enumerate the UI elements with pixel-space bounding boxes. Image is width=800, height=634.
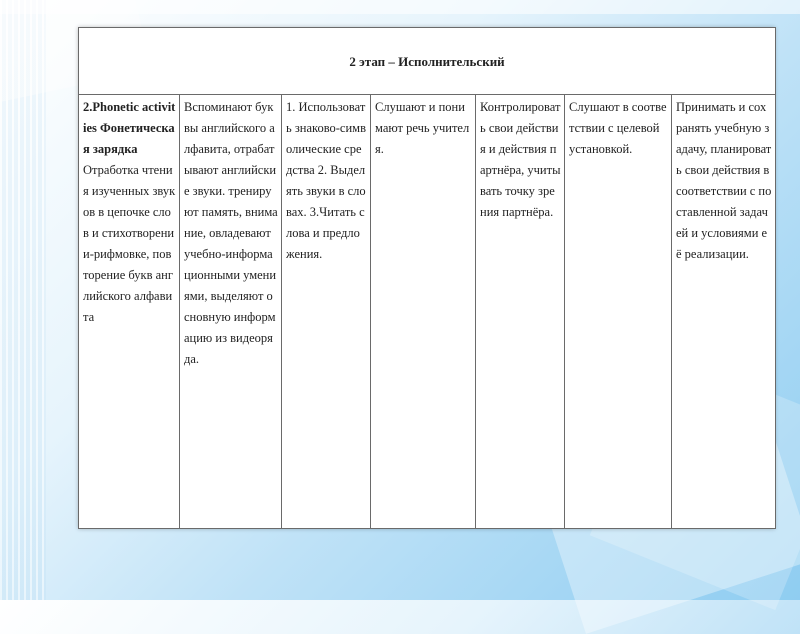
student-activity-cell: Вспоминают буквы английского алфавита, отрабатывают английские звуки. тренируют память, внимание, овладевают учебно-информационными умениями, выделяют основную информацию из видеоряда. (180, 95, 282, 529)
listening-cell: Слушают в соответствии с целевой установкой. (565, 95, 672, 529)
communicative-cell: Слушают и понимают речь учителя. (371, 95, 476, 529)
stage-title: 2 этап – Исполнительский (79, 28, 776, 95)
activity-title: 2.Phonetic activities Фонетическая зарядка (83, 100, 176, 156)
activity-description: Отработка чтения изученных звуков в цепочке слов и стихотворении-рифмовке, повторение букв английского алфавита (83, 163, 176, 324)
table-header-row (79, 28, 776, 95)
activity-cell (79, 95, 180, 529)
table-row (79, 95, 776, 529)
regulatory-cell: Принимать и сохранять учебную задачу, планировать свои действия в соответствии с поставленной задачей и условиями её реализации. (672, 95, 776, 529)
control-cell: Контролировать свои действия и действия партнёра, учитывать точку зрения партнёра. (476, 95, 565, 529)
lesson-plan-table (78, 27, 776, 529)
cognitive-skills-cell: 1. Использовать знаково-символические средства 2. Выделять звуки в словах. 3.Читать слова и предложения. (282, 95, 371, 529)
